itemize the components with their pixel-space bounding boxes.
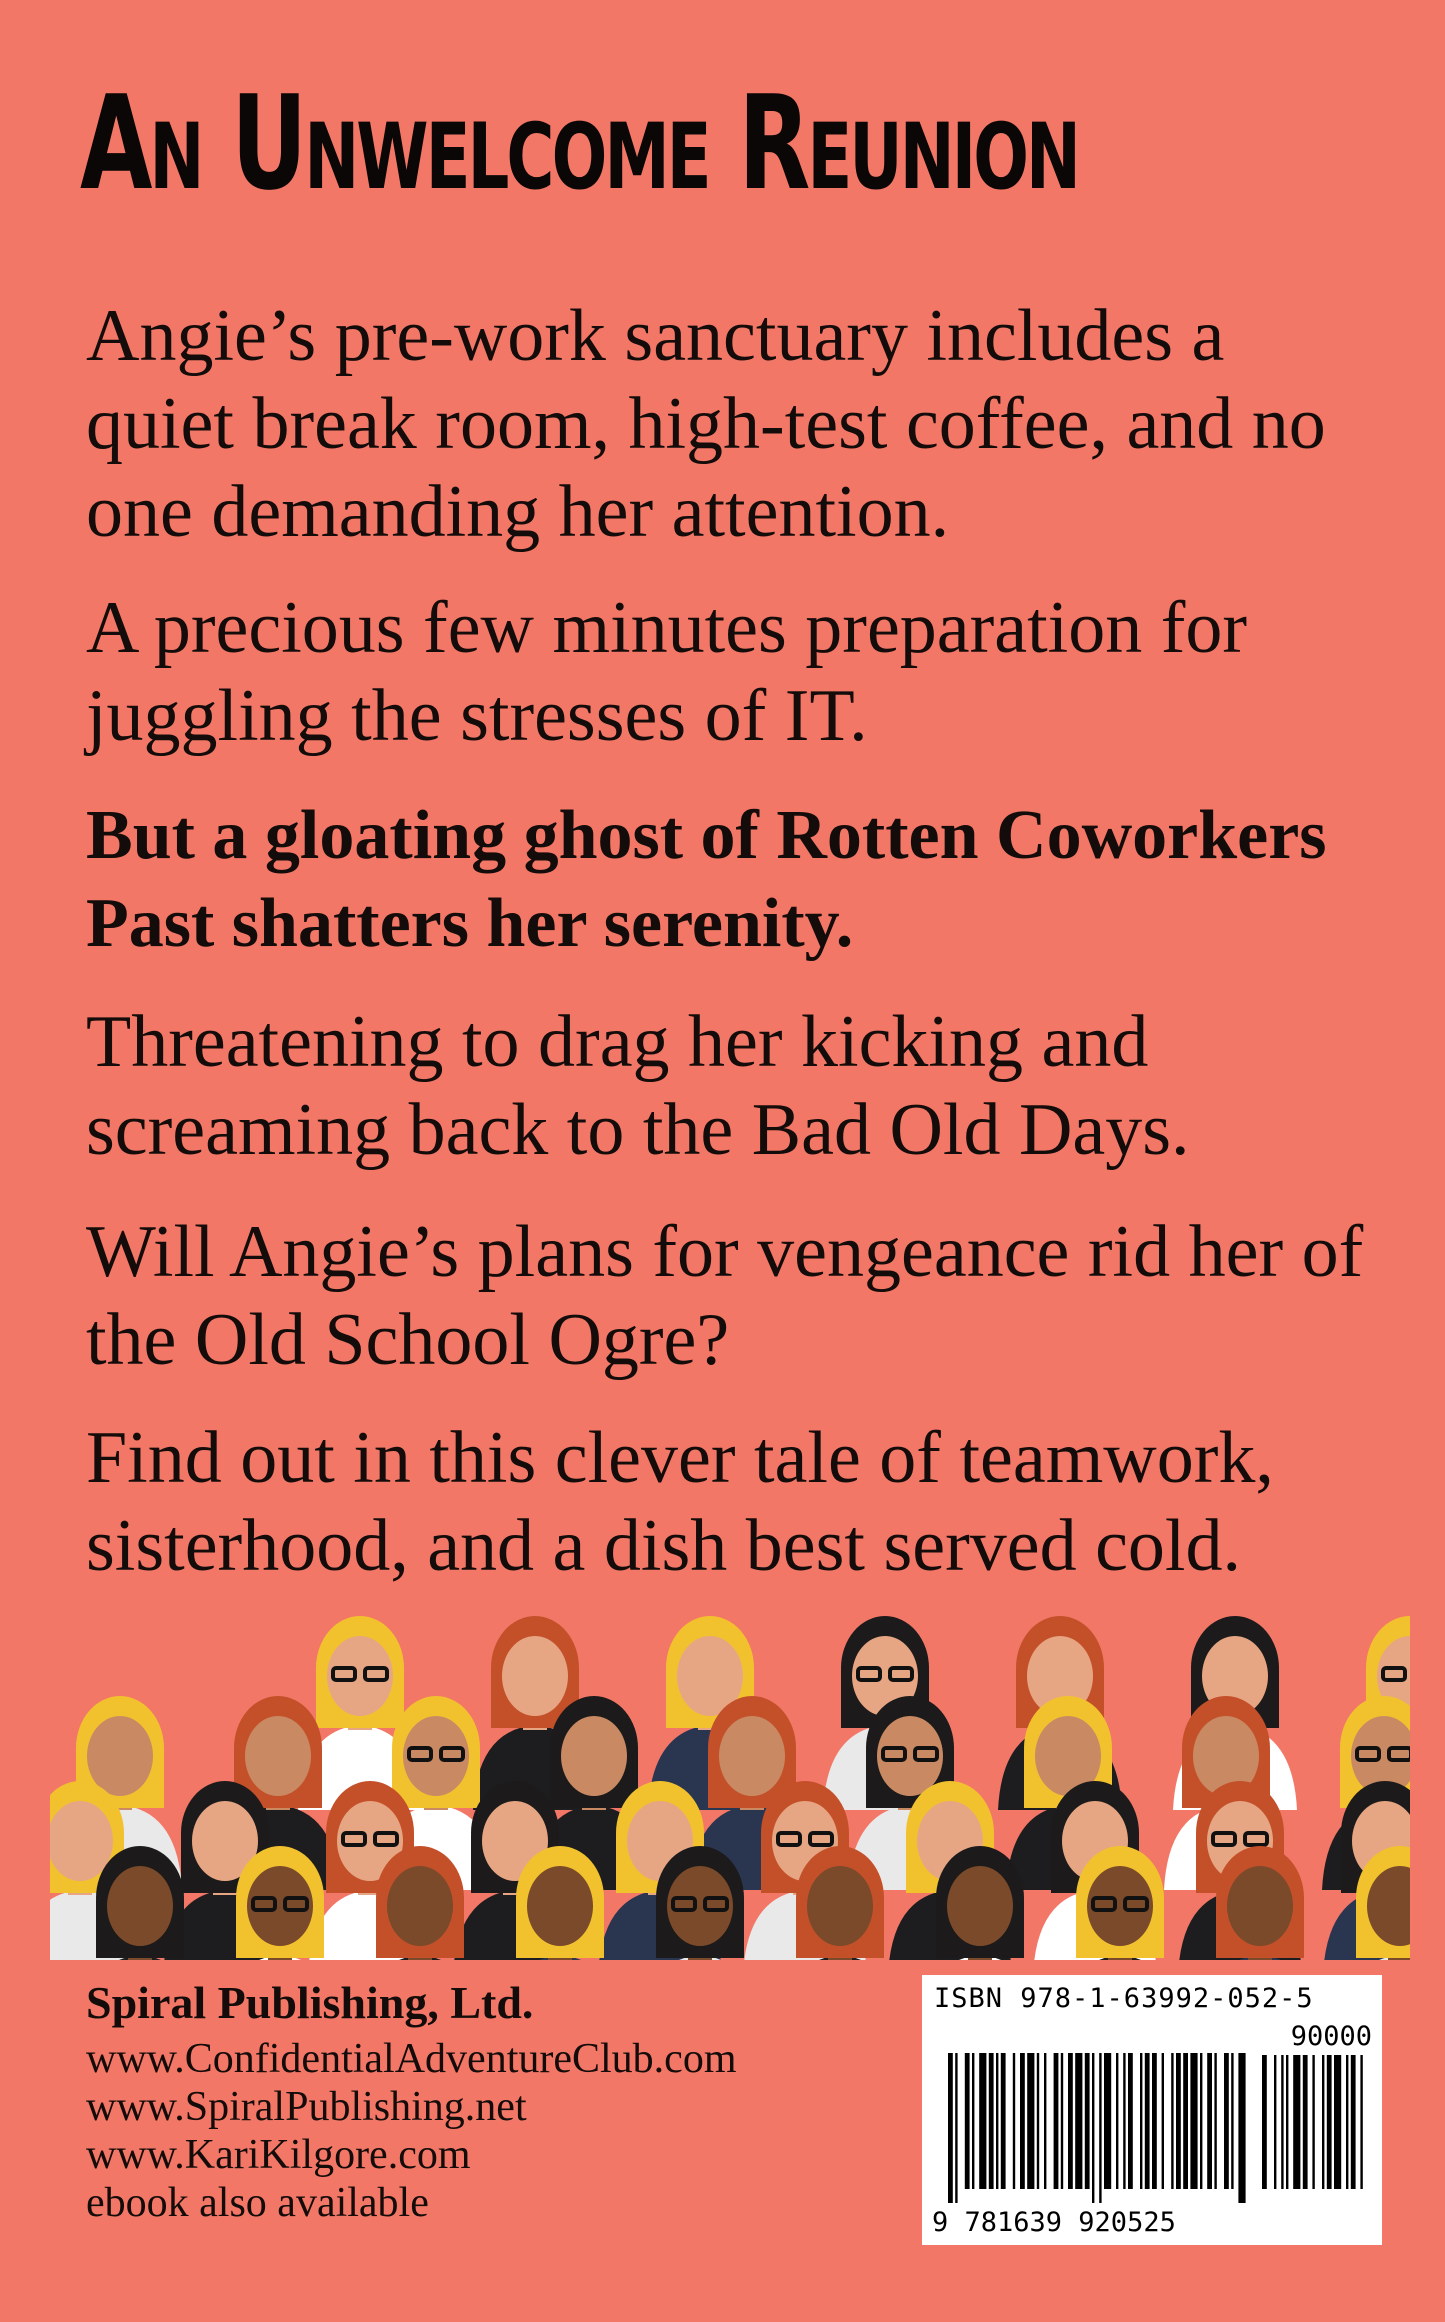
barcode-bar xyxy=(1346,2055,1348,2189)
link-spiral-publishing[interactable]: www.SpiralPublishing.net xyxy=(86,2084,527,2130)
barcode-bar xyxy=(1207,2053,1212,2189)
isbn-label: ISBN 978-1-63992-052-5 xyxy=(934,1983,1314,2014)
barcode-bar xyxy=(1351,2055,1356,2189)
price-code: 90000 xyxy=(1290,2021,1372,2052)
book-title: An Unwelcome Reunion xyxy=(80,67,1078,219)
barcode-bar xyxy=(1200,2053,1202,2189)
barcode-bar xyxy=(1334,2055,1341,2189)
blurb-paragraph-4: Threatening to drag her kicking and screaming back to the Bad Old Days. xyxy=(86,1001,1190,1171)
barcode-bar xyxy=(1001,2053,1006,2189)
barcode-bar xyxy=(965,2053,970,2189)
barcode-bar xyxy=(1037,2053,1039,2189)
barcode-bar xyxy=(1099,2053,1101,2203)
barcode-addon-bars xyxy=(1262,2055,1372,2203)
barcode-bar xyxy=(1312,2055,1314,2189)
barcode-bar xyxy=(1281,2055,1283,2189)
barcode-bar xyxy=(1262,2055,1267,2189)
barcode-bar xyxy=(1231,2053,1233,2189)
barcode-bar xyxy=(1274,2055,1276,2189)
barcode-bar xyxy=(996,2053,998,2189)
barcode-bar xyxy=(1020,2053,1025,2189)
barcode-bar xyxy=(1140,2053,1142,2189)
crowd-illustration xyxy=(50,1600,1410,1960)
blurb-paragraph-1: Angie’s pre-work sanctuary includes a quiet break room, high-test coffee, and no one demanding her attention. xyxy=(86,295,1326,553)
barcode-bar xyxy=(1123,2053,1125,2189)
barcode-bar xyxy=(955,2053,957,2203)
blurb-paragraph-2: A precious few minutes preparation for juggling the stresses of IT. xyxy=(86,587,1248,757)
link-confidential-adventure-club[interactable]: www.ConfidentialAdventureClub.com xyxy=(86,2036,737,2082)
barcode-bar xyxy=(1128,2053,1133,2189)
barcode-digits: 9 781639 920525 xyxy=(932,2207,1176,2238)
publisher-links xyxy=(86,2035,737,2227)
barcode-bar xyxy=(1075,2053,1082,2189)
barcode-bar xyxy=(948,2053,953,2203)
barcode-bar xyxy=(1013,2053,1015,2189)
barcode-bar xyxy=(979,2053,986,2189)
barcode-bar xyxy=(972,2053,974,2189)
barcode-bar xyxy=(1360,2055,1362,2189)
barcode-bar xyxy=(1068,2053,1073,2189)
barcode-bar xyxy=(1183,2053,1188,2189)
publisher-name: Spiral Publishing, Ltd. xyxy=(86,1977,534,2028)
barcode-bar xyxy=(1224,2053,1229,2189)
barcode-bar xyxy=(1293,2055,1300,2189)
barcode-bar xyxy=(1322,2055,1324,2189)
barcode-bar xyxy=(1145,2053,1150,2189)
barcode-bar xyxy=(989,2053,994,2189)
barcode-bar xyxy=(1176,2053,1181,2189)
isbn-barcode xyxy=(922,1975,1382,2245)
blurb-paragraph-6: Find out in this clever tale of teamwork, sisterhood, and a dish best served cold. xyxy=(86,1417,1274,1587)
barcode-bar xyxy=(1104,2053,1111,2189)
barcode-bar xyxy=(1116,2053,1118,2189)
ebook-note: ebook also available xyxy=(86,2180,429,2226)
barcode-bar xyxy=(1238,2053,1245,2203)
barcode-bar xyxy=(1085,2053,1090,2189)
blurb-paragraph-3: But a gloating ghost of Rotten Coworkers Past shatters her serenity. xyxy=(86,797,1327,962)
barcode-bar xyxy=(1061,2053,1063,2189)
barcode-bar xyxy=(1190,2053,1197,2189)
barcode-bar xyxy=(1214,2053,1216,2189)
barcode-bar xyxy=(1027,2053,1034,2189)
blurb-paragraph-5: Will Angie’s plans for vengeance rid her of the Old School Ogre? xyxy=(86,1211,1364,1381)
barcode-bar xyxy=(1162,2053,1164,2189)
barcode-bar xyxy=(1044,2053,1046,2189)
barcode-bar xyxy=(1327,2055,1332,2189)
barcode-bar xyxy=(1286,2055,1288,2189)
barcode-bar xyxy=(1092,2053,1094,2203)
barcode-bar xyxy=(1303,2055,1308,2189)
barcode-bar xyxy=(1054,2053,1059,2189)
link-kari-kilgore[interactable]: www.KariKilgore.com xyxy=(86,2132,471,2178)
barcode-bar xyxy=(1171,2053,1173,2189)
barcode-bar xyxy=(1152,2053,1157,2189)
barcode-bars xyxy=(948,2053,1248,2203)
